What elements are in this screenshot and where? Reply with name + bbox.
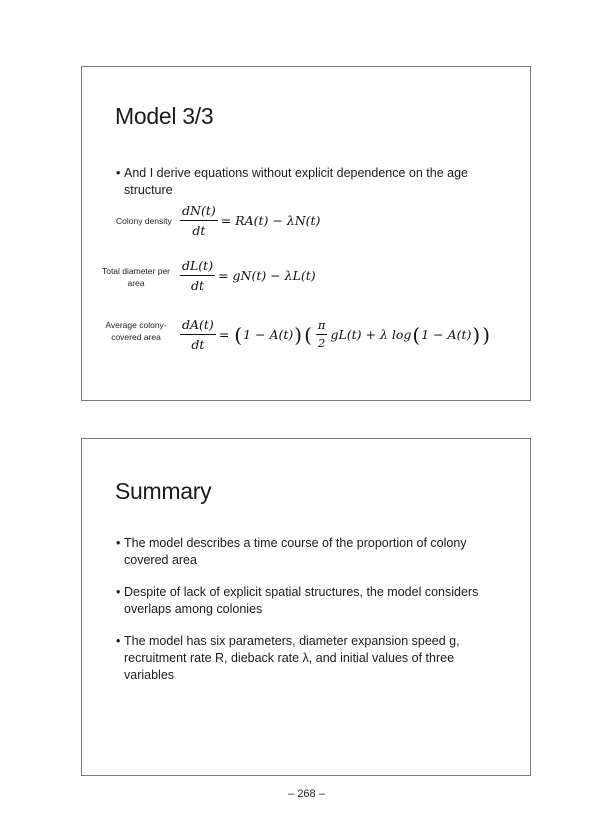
bullet-item <box>116 535 496 569</box>
slide-model <box>81 66 531 401</box>
left-paren: ( <box>304 322 312 347</box>
page-number: – 268 – <box>288 788 325 800</box>
fraction-numerator: dA(t) <box>180 317 216 335</box>
derivative-fraction <box>180 203 218 238</box>
fraction-denominator: dt <box>191 337 205 352</box>
bullet-text: And I derive equations without explicit dependence on the age structure <box>124 166 468 197</box>
left-paren: ( <box>412 322 421 347</box>
equation-term: 1 − A(t) <box>421 327 472 342</box>
fraction-denominator: dt <box>192 223 206 238</box>
equation-label-colony-density: Colony density <box>116 216 172 226</box>
right-paren: ) <box>482 322 490 347</box>
bullet-item <box>116 584 496 618</box>
bullet-item <box>116 165 496 199</box>
equation-rhs: = gN(t) − λL(t) <box>218 268 316 283</box>
bullet-item <box>116 633 496 684</box>
slide-title: Model 3/3 <box>115 103 214 129</box>
bullet-text: The model describes a time course of the proportion of colony covered area <box>124 536 467 567</box>
slide-title: Summary <box>115 478 212 504</box>
fraction-numerator: dL(t) <box>180 258 215 276</box>
equation-term: 1 − A(t) <box>243 327 294 342</box>
equation-label-total-diameter: Total diameter per area <box>101 266 171 288</box>
equation-term: gL(t) + λ log <box>330 327 412 342</box>
equation-rhs: = RA(t) − λN(t) <box>220 213 321 228</box>
bullet-dot: • <box>116 585 121 599</box>
bullet-dot: • <box>116 536 121 550</box>
fraction-denominator: 2 <box>318 336 326 350</box>
slide-summary <box>81 438 531 776</box>
bullet-text: The model has six parameters, diameter expansion speed g, recruitment rate R, dieback rate λ, and initial values of three variables <box>124 634 460 682</box>
equation-average-area <box>177 317 491 352</box>
equation-label-average-area: Average colony-covered area <box>105 320 167 342</box>
fraction-denominator: dt <box>191 278 205 293</box>
left-paren: ( <box>234 322 243 347</box>
equation-equals: = <box>218 327 234 342</box>
fraction-numerator: π <box>316 319 328 335</box>
bullet-dot: • <box>116 166 121 180</box>
equation-total-diameter <box>177 258 316 293</box>
derivative-fraction <box>180 258 215 293</box>
fraction-numerator: dN(t) <box>180 203 218 221</box>
right-paren: ) <box>472 322 481 347</box>
pi-fraction <box>316 319 328 350</box>
bullet-text: Despite of lack of explicit spatial structures, the model considers overlaps among colonies <box>124 585 479 616</box>
derivative-fraction <box>180 317 216 352</box>
bullet-dot: • <box>116 634 121 648</box>
right-paren: ) <box>294 322 303 347</box>
equation-colony-density <box>177 203 320 238</box>
